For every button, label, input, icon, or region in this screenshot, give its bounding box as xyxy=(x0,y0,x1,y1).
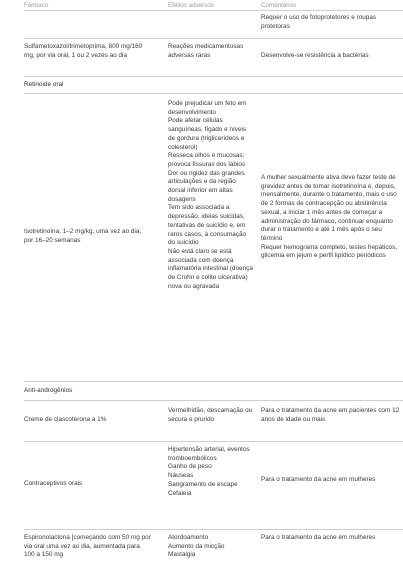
table-row xyxy=(24,94,403,382)
header-adverse-effects: Efeitos adversos xyxy=(168,2,214,9)
adverse-effects-cell: Hipertensão arterial, eventos tromboembólicos Ganho de peso Náuseas Sangramento de escape Cefaleia xyxy=(168,446,250,497)
comments-cell: Para o tratamento da acne em mulheres xyxy=(261,534,376,541)
comments-cell: Requer o uso de fotoprotetores e roupas protetoras xyxy=(261,14,377,30)
comments-cell: A mulher sexualmente ativa deve fazer teste de gravidez antes de tomar isotretinoína e, depois, mensalmente, durante o tratamento, mais o uso de 2 formas de contracepção ou abstinência sexual, a iniciar 1 mês antes de começar a administração do fármaco, continuar enquanto durar o tratamento e até 1 mês após o seu término Requer hemograma completo, testes hepáticos, glicemia em jejum e perfil lipídico periódicos xyxy=(261,174,398,260)
table-row xyxy=(24,442,403,530)
table-row xyxy=(24,401,403,442)
drug-cell: Isotretinoína, 1–2 mg/kg, uma vez ao dia, por 16–20 semanas xyxy=(24,228,142,244)
comments-cell: Desenvolve-se resistência a bactérias xyxy=(261,52,369,59)
table-row xyxy=(24,39,403,77)
section-row xyxy=(24,77,403,94)
drug-cell: Sulfametoxazol/trimetoprima, 800 mg/160 mg, por via oral, 1 ou 2 vezes ao dia xyxy=(24,43,143,59)
table-row xyxy=(24,530,403,570)
table-header xyxy=(24,2,403,11)
comments-cell: Para o tratamento da acne em pacientes com 12 anos de idade ou mais xyxy=(261,407,400,423)
adverse-effects-cell: Vermelhidão, descamação ou secura e prurido xyxy=(168,407,253,423)
table-row xyxy=(24,12,403,39)
section-row xyxy=(24,382,403,401)
comments-cell: Para o tratamento da acne em mulheres xyxy=(261,476,376,483)
header-drug: Fármaco xyxy=(24,2,49,9)
adverse-effects-cell: Atordoamento Aumento da micção Mastalgia xyxy=(168,534,225,559)
adverse-effects-cell: Reações medicamentosas adversas raras xyxy=(168,43,244,59)
drug-cell: Creme de clascoterona a 1% xyxy=(24,416,107,423)
header-comments: Comentários xyxy=(261,2,297,9)
adverse-effects-cell: Pode prejudicar um feto em desenvolvimento Pode afetar células sanguíneas, fígado e níveis de gordura (triglicerídeos e colesterol) Resseca olhos e mucosas; provoca fissuras dos lábios Dor ou rigidez das grandes articulações e da região dorsal inferior em altas dosagens Tem sido associada a depressão, ideias suicidas, tentativas de suicídio e, em raros casos, à consumação do suicídio Não está claro se está associada com doença inflamatória intestinal (doença de Crohn e colite ulcerativa) nova ou agravada xyxy=(168,100,253,290)
section-label: Anti-androgênios xyxy=(24,387,73,394)
section-label: Retinoide oral xyxy=(24,81,64,88)
drug-cell: Espironolactona [começando com 50 mg por via oral uma vez ao dia, aumentada para 100 a 150 mg xyxy=(24,534,151,559)
drug-cell: Contraceptivos orais xyxy=(24,480,83,487)
